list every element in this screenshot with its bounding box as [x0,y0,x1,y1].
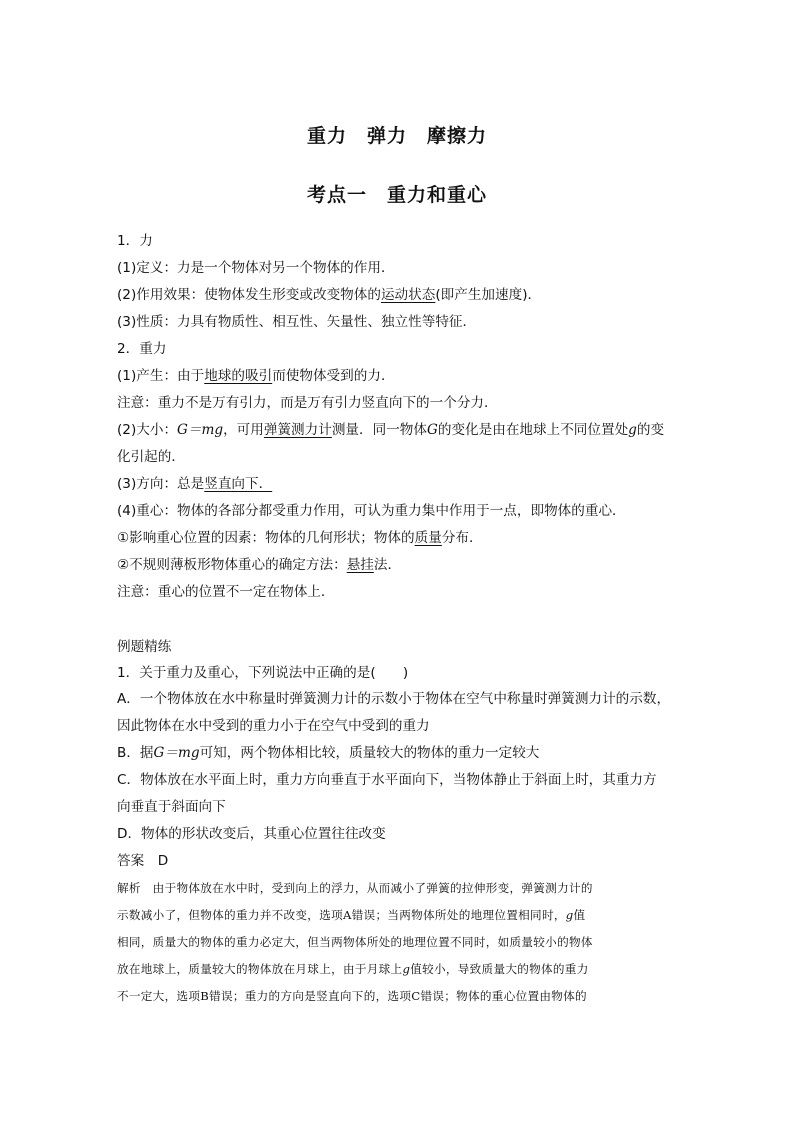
question-stem: 1．关于重力及重心，下列说法中正确的是( ) [117,665,409,681]
text-line: (2)大小：G＝mg，可用弹簧测力计测量．同一物体G的变化是由在地球上不同位置处g的变 [117,422,665,438]
page-title: 重力 弹力 摩擦力 [306,125,487,147]
analysis-line: 解析 由于物体放在水中时，受到向上的浮力，从而减小了弹簧的拉伸形变，弹簧测力计的 [117,881,593,895]
option-a: A．一个物体放在水中称量时弹簧测力计的示数小于物体在空气中称量时弹簧测力计的示数， [117,691,671,707]
option-b: B．据G＝mg可知，两个物体相比较，质量较大的物体的重力一定较大 [117,745,540,761]
heading-gravity: 2．重力 [117,341,167,357]
answer: 答案 D [117,853,169,869]
text-line: (3)性质：力具有物质性、相互性、矢量性、独立性等特征． [117,314,477,330]
text-line: 化引起的． [117,449,185,465]
text-line: ②不规则薄板形物体重心的确定方法：悬挂法． [117,557,402,573]
text-line: 注意：重心的位置不一定在物体上． [117,584,335,600]
text-line: (1)定义：力是一个物体对另一个物体的作用． [117,260,395,276]
analysis-line: 相同，质量大的物体的重力必定大，但当两物体所处的地理位置不同时，如质量较小的物体 [117,935,593,949]
heading-force: 1．力 [117,233,153,249]
example-heading: 例题精练 [117,639,172,655]
text-line: 注意：重力不是万有引力，而是万有引力竖直向下的一个分力． [117,395,498,411]
text-line: (4)重心：物体的各部分都受重力作用，可认为重力集中作用于一点，即物体的重心． [117,503,626,519]
text-line: ①影响重心位置的因素：物体的几何形状；物体的质量分布． [117,530,483,546]
analysis-line: 不一定大，选项B错误；重力的方向是竖直向下的，选项C错误；物体的重心位置由物体的 [117,989,587,1003]
section-title: 考点一 重力和重心 [306,184,487,206]
analysis-line: 示数减小了，但物体的重力并不改变，选项A错误；当两物体所处的地理位置相同时，g值 [117,908,586,922]
option-c-cont: 向垂直于斜面向下 [117,799,226,815]
analysis-line: 放在地球上，质量较大的物体放在月球上，由于月球上g值较小，导致质量大的物体的重力 [117,962,589,976]
text-line: (2)作用效果：使物体发生形变或改变物体的运动状态(即产生加速度)． [117,287,542,303]
text-line: (3)方向：总是竖直向下． [117,476,273,492]
option-c: C．物体放在水平面上时，重力方向垂直于水平面向下，当物体静止于斜面上时，其重力方 [117,772,657,788]
option-d: D．物体的形状改变后，其重心位置往往改变 [117,826,386,842]
text-line: (1)产生：由于地球的吸引而使物体受到的力． [117,368,395,384]
option-a-cont: 因此物体在水中受到的重力小于在空气中受到的重力 [117,718,430,734]
